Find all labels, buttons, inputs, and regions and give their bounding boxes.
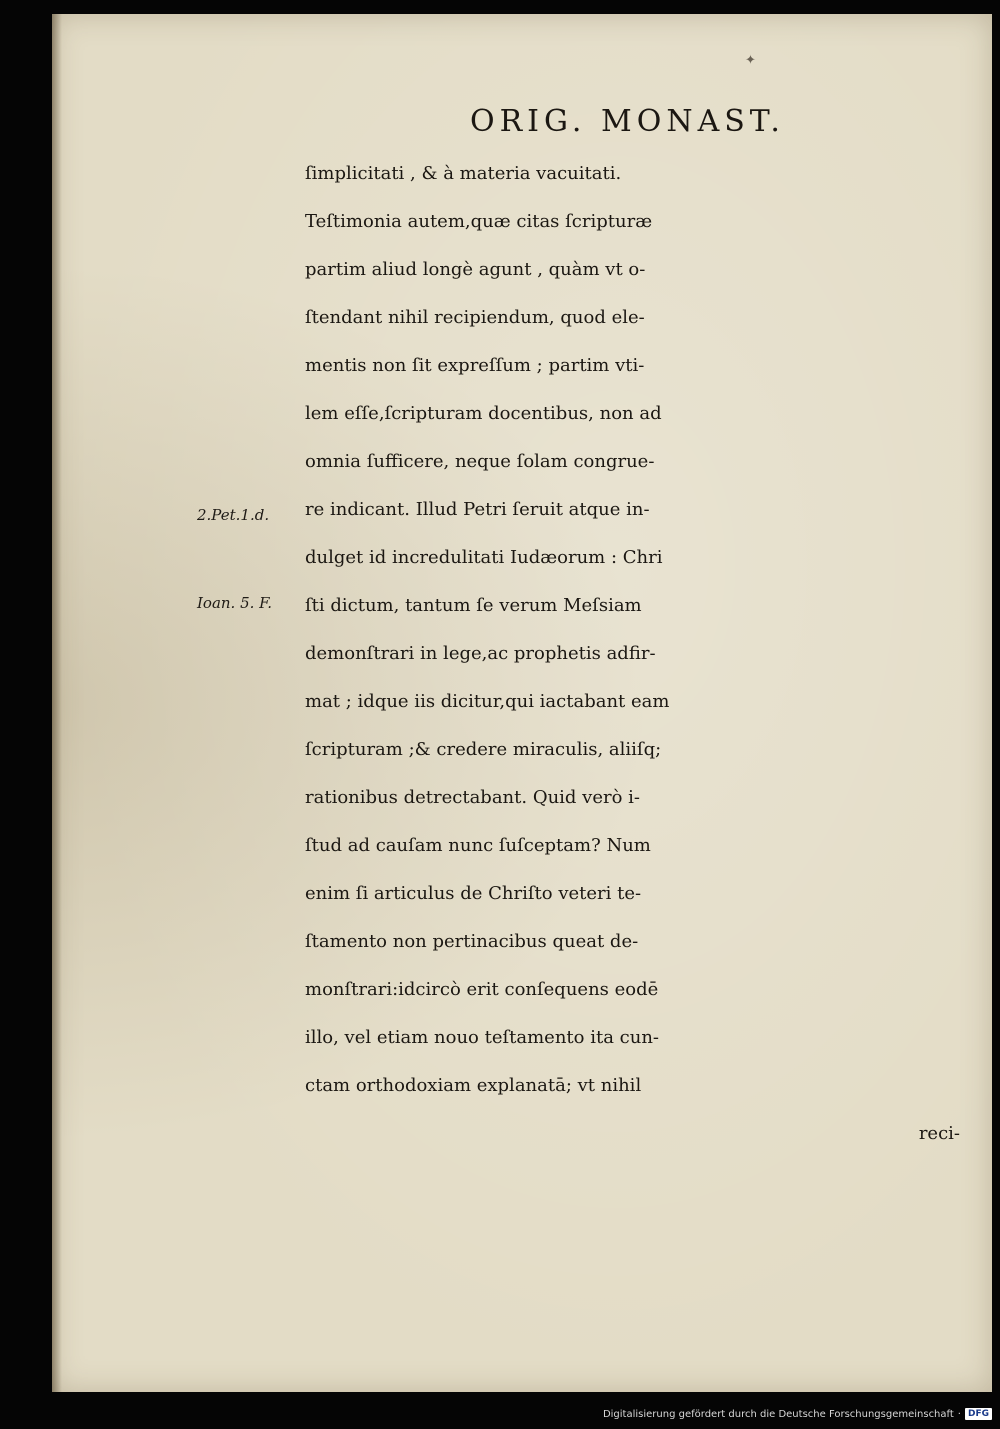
page-gutter-shadow: [52, 14, 62, 1392]
text-line: ſcripturam ;& credere miraculis, aliiſq;: [305, 739, 662, 760]
text-line: ſtendant nihil recipiendum, quod ele-: [305, 307, 645, 328]
marginal-note: Ioan. 5. F.: [197, 594, 273, 612]
text-line: partim aliud longè agunt , quàm vt o-: [305, 259, 646, 280]
text-line: omnia ſufficere, neque ſolam congrue-: [305, 451, 655, 472]
text-line: mentis non ſit expreſſum ; partim vti-: [305, 355, 645, 376]
text-line: monſtrari:idcircò erit conſequens eodē: [305, 979, 659, 1000]
ornament-mark: ✦: [745, 52, 756, 67]
text-line: illo, vel etiam nouo teſtamento ita cun-: [305, 1027, 660, 1048]
dfg-logo: DFG: [965, 1408, 992, 1420]
text-line: dulget id incredulitati Iudæorum : Chri: [305, 547, 663, 568]
text-line: lem eſſe,ſcripturam docentibus, non ad: [305, 403, 662, 424]
text-line: ctam orthodoxiam explanatā; vt nihil: [305, 1075, 642, 1096]
text-line: ſimplicitati , & à materia vacuitati.: [305, 163, 622, 184]
page-body: [305, 150, 970, 1158]
text-line: re indicant. Illud Petri ſeruit atque in-: [305, 499, 650, 520]
running-title: ORIG. MONAST.: [470, 104, 785, 139]
text-line: ſti dictum, tantum ſe verum Meſsiam: [305, 595, 642, 616]
catchword: reci-: [918, 1123, 960, 1144]
text-line: rationibus detrectabant. Quid verò i-: [305, 787, 640, 808]
text-line: ſtud ad cauſam nunc ſuſceptam? Num: [305, 835, 651, 856]
text-line: ſtamento non pertinacibus queat de-: [305, 931, 639, 952]
text-line: enim ſi articulus de Chriſto veteri te-: [305, 883, 642, 904]
credit-separator: ·: [957, 1408, 961, 1420]
digitization-credit: [603, 1407, 992, 1421]
marginal-note: 2.Pet.1.d.: [197, 506, 270, 524]
text-line: Teſtimonia autem,quæ citas ſcripturæ: [305, 211, 653, 232]
text-line: demonſtrari in lege,ac prophetis adfir-: [305, 643, 656, 664]
credit-text: Digitalisierung gefördert durch die Deutsche Forschungsgemeinschaft: [602, 1408, 954, 1420]
text-line: mat ; idque iis dicitur,qui iactabant eam: [305, 691, 670, 712]
